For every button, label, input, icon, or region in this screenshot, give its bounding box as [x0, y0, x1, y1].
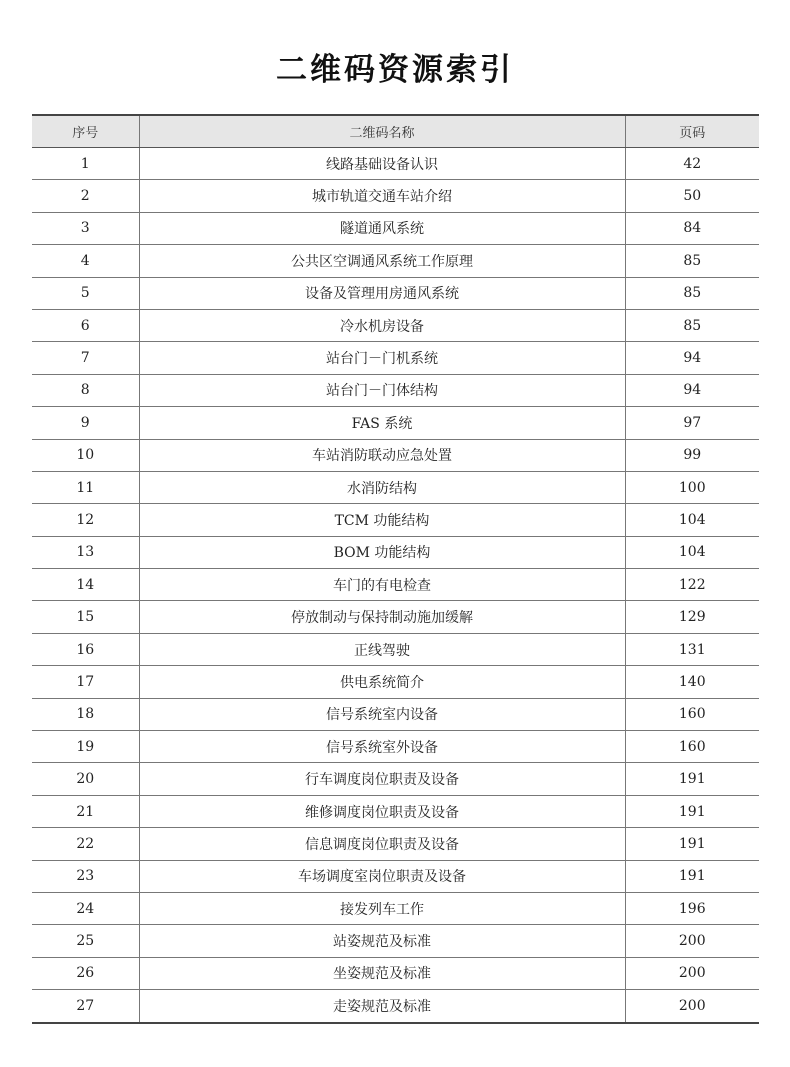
row-page: 122 [625, 569, 759, 601]
row-qr-name: 坐姿规范及标准 [139, 957, 625, 989]
row-number: 7 [32, 342, 139, 374]
row-qr-name: 设备及管理用房通风系统 [139, 277, 625, 309]
row-page: 200 [625, 990, 759, 1023]
table-row [32, 601, 759, 633]
row-qr-name: 站台门－门机系统 [139, 342, 625, 374]
table-row [32, 309, 759, 341]
row-page: 191 [625, 860, 759, 892]
row-page: 104 [625, 504, 759, 536]
row-qr-name: 车站消防联动应急处置 [139, 439, 625, 471]
table-row [32, 633, 759, 665]
header-qr-name: 二维码名称 [139, 115, 625, 148]
table-body [32, 148, 759, 1023]
table-row [32, 666, 759, 698]
row-qr-name: BOM 功能结构 [139, 536, 625, 568]
row-number: 21 [32, 795, 139, 827]
row-number: 5 [32, 277, 139, 309]
row-qr-name: 车场调度室岗位职责及设备 [139, 860, 625, 892]
table-row [32, 148, 759, 180]
row-page: 99 [625, 439, 759, 471]
row-qr-name: FAS 系统 [139, 407, 625, 439]
row-number: 15 [32, 601, 139, 633]
row-page: 191 [625, 763, 759, 795]
row-page: 196 [625, 892, 759, 924]
row-number: 11 [32, 471, 139, 503]
table-row [32, 795, 759, 827]
row-number: 18 [32, 698, 139, 730]
row-qr-name: 接发列车工作 [139, 892, 625, 924]
header-page: 页码 [625, 115, 759, 148]
row-number: 24 [32, 892, 139, 924]
table-row [32, 180, 759, 212]
row-page: 94 [625, 342, 759, 374]
row-qr-name: 站台门－门体结构 [139, 374, 625, 406]
row-qr-name: 信号系统室外设备 [139, 731, 625, 763]
row-number: 14 [32, 569, 139, 601]
qr-resource-index-table [32, 114, 759, 1024]
row-number: 13 [32, 536, 139, 568]
row-page: 191 [625, 828, 759, 860]
row-number: 6 [32, 309, 139, 341]
row-number: 2 [32, 180, 139, 212]
table-row [32, 536, 759, 568]
row-qr-name: 供电系统简介 [139, 666, 625, 698]
table-row [32, 957, 759, 989]
table-row [32, 990, 759, 1023]
row-qr-name: 公共区空调通风系统工作原理 [139, 245, 625, 277]
row-page: 85 [625, 277, 759, 309]
row-page: 85 [625, 245, 759, 277]
table-row [32, 925, 759, 957]
row-page: 97 [625, 407, 759, 439]
row-qr-name: 维修调度岗位职责及设备 [139, 795, 625, 827]
row-page: 200 [625, 925, 759, 957]
row-qr-name: 停放制动与保持制动施加缓解 [139, 601, 625, 633]
row-page: 42 [625, 148, 759, 180]
table-row [32, 731, 759, 763]
row-page: 94 [625, 374, 759, 406]
row-qr-name: 走姿规范及标准 [139, 990, 625, 1023]
row-number: 9 [32, 407, 139, 439]
row-page: 131 [625, 633, 759, 665]
row-number: 12 [32, 504, 139, 536]
table-header-row [32, 115, 759, 148]
row-number: 3 [32, 212, 139, 244]
row-qr-name: 水消防结构 [139, 471, 625, 503]
table-row [32, 860, 759, 892]
row-number: 19 [32, 731, 139, 763]
row-page: 100 [625, 471, 759, 503]
table-row [32, 277, 759, 309]
row-number: 16 [32, 633, 139, 665]
row-qr-name: 线路基础设备认识 [139, 148, 625, 180]
row-number: 8 [32, 374, 139, 406]
row-number: 22 [32, 828, 139, 860]
row-number: 20 [32, 763, 139, 795]
row-number: 25 [32, 925, 139, 957]
table-row [32, 892, 759, 924]
row-qr-name: TCM 功能结构 [139, 504, 625, 536]
row-number: 23 [32, 860, 139, 892]
page-title: 二维码资源索引 [276, 52, 514, 88]
table-row [32, 471, 759, 503]
row-qr-name: 隧道通风系统 [139, 212, 625, 244]
row-page: 160 [625, 698, 759, 730]
row-qr-name: 正线驾驶 [139, 633, 625, 665]
row-number: 4 [32, 245, 139, 277]
row-number: 1 [32, 148, 139, 180]
row-number: 10 [32, 439, 139, 471]
table-row [32, 245, 759, 277]
table-row [32, 698, 759, 730]
row-page: 84 [625, 212, 759, 244]
table-row [32, 439, 759, 471]
table-row [32, 828, 759, 860]
row-page: 85 [625, 309, 759, 341]
row-number: 27 [76, 997, 95, 1014]
row-page: 160 [625, 731, 759, 763]
row-qr-name: 车门的有电检查 [139, 569, 625, 601]
row-number: 26 [32, 957, 139, 989]
table-row [32, 763, 759, 795]
row-page: 104 [625, 536, 759, 568]
row-qr-name: 城市轨道交通车站介绍 [139, 180, 625, 212]
row-qr-name: 冷水机房设备 [139, 309, 625, 341]
table-row [32, 212, 759, 244]
row-number: 17 [32, 666, 139, 698]
header-number: 序号 [32, 115, 139, 148]
table-row [32, 407, 759, 439]
row-qr-name: 信号系统室内设备 [139, 698, 625, 730]
row-qr-name: 信息调度岗位职责及设备 [139, 828, 625, 860]
row-page: 191 [625, 795, 759, 827]
row-page: 50 [625, 180, 759, 212]
table-row [32, 342, 759, 374]
row-qr-name: 站姿规范及标准 [139, 925, 625, 957]
table-row [32, 504, 759, 536]
row-page: 140 [625, 666, 759, 698]
row-qr-name: 行车调度岗位职责及设备 [139, 763, 625, 795]
table-row [32, 374, 759, 406]
row-page: 200 [625, 957, 759, 989]
table-row [32, 569, 759, 601]
row-page: 129 [625, 601, 759, 633]
